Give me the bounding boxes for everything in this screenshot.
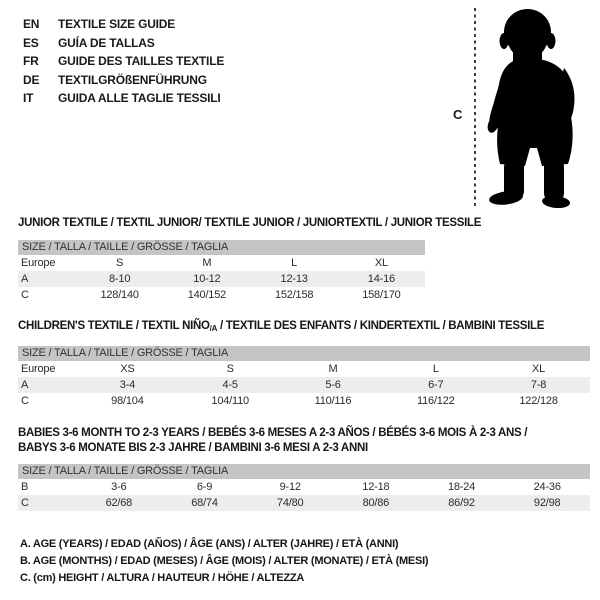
size-header-bar: SIZE / TALLA / TAILLE / GRÖSSE / TAGLIA — [18, 464, 590, 479]
children-size-table — [18, 346, 590, 409]
language-row — [23, 15, 224, 34]
note-age-months: B. AGE (MONTHS) / EDAD (MESES) / ÂGE (MOIS) / ALTER (MONATE) / ETÀ (MESI) — [20, 555, 429, 567]
babies-size-table — [18, 464, 590, 511]
children-heading-part1: CHILDREN'S TEXTILE / TEXTIL NIÑO — [18, 320, 210, 332]
size-value: 128/140 — [100, 289, 139, 301]
size-value: 68/74 — [191, 497, 218, 509]
region-label: Europe — [21, 257, 56, 269]
language-title: GUIDA ALLE TAGLIE TESSILI — [58, 91, 221, 106]
size-value: 5-6 — [325, 379, 341, 391]
junior-section-heading: JUNIOR TEXTILE / TEXTIL JUNIOR/ TEXTILE JUNIOR / JUNIORTEXTIL / JUNIOR TESSILE — [18, 217, 482, 229]
babies-section-heading-line2: BABYS 3-6 MONATE BIS 2-3 JAHRE / BAMBINI 3-6 MESI A 2-3 ANNI — [18, 442, 368, 454]
legend-notes — [20, 536, 428, 587]
size-value: 116/122 — [417, 395, 455, 407]
size-value: 24-36 — [533, 481, 561, 493]
babies-row-c — [18, 495, 590, 511]
size-value: 158/170 — [362, 289, 401, 301]
note-height: C. (cm) HEIGHT / ALTURA / HAUTEUR / HÖHE / ALTEZZA — [20, 572, 305, 584]
size-value: 110/116 — [314, 395, 352, 407]
size-value: 9-12 — [279, 481, 301, 493]
language-title: GUÍA DE TALLAS — [58, 35, 155, 50]
size-value: 7-8 — [530, 379, 547, 391]
size-value: 10-12 — [193, 273, 221, 285]
size-value: 8-10 — [109, 273, 131, 285]
col-header: S — [116, 257, 124, 269]
size-value: 98/104 — [111, 395, 144, 407]
size-value: 152/158 — [274, 289, 314, 301]
children-heading-subscript: /A — [209, 324, 218, 333]
size-value: 86/92 — [448, 497, 475, 509]
language-row — [23, 71, 224, 90]
size-header-bar: SIZE / TALLA / TAILLE / GRÖSSE / TAGLIA — [18, 240, 425, 255]
language-row — [23, 34, 224, 53]
col-header: M — [328, 363, 338, 375]
col-header: L — [291, 257, 298, 269]
language-title: GUIDE DES TAILLES TEXTILE — [58, 54, 225, 69]
size-value: 3-4 — [119, 379, 136, 391]
col-header: XS — [120, 363, 135, 375]
junior-size-table — [18, 240, 425, 303]
language-title: TEXTILGRÖßENFÜHRUNG — [58, 72, 207, 87]
language-code: FR — [23, 54, 39, 69]
children-heading-part2: / TEXTILE DES ENFANTS / KINDERTEXTIL / BAMBINI TESSILE — [217, 320, 545, 332]
row-label: A — [21, 379, 29, 391]
row-label: C — [21, 289, 29, 301]
row-label: A — [21, 273, 29, 285]
size-value: 140/152 — [187, 289, 227, 301]
language-row — [23, 89, 224, 108]
col-header: M — [202, 257, 212, 269]
note-age-years: A. AGE (YEARS) / EDAD (AÑOS) / ÂGE (ANS) / ALTER (JAHRE) / ETÀ (ANNI) — [20, 538, 399, 550]
size-value: 62/68 — [105, 497, 133, 509]
col-header: XL — [374, 257, 388, 269]
junior-columns-row — [18, 255, 425, 271]
size-value: 74/80 — [276, 497, 304, 509]
size-value: 3-6 — [111, 481, 127, 493]
row-label: B — [21, 481, 29, 493]
children-columns-row — [18, 361, 590, 377]
language-code: DE — [23, 72, 40, 87]
size-value: 18-24 — [447, 481, 476, 493]
size-value: 122/128 — [519, 395, 558, 407]
size-value: 92/98 — [533, 497, 561, 509]
junior-row-a — [18, 271, 425, 287]
baby-silhouette-icon — [480, 8, 592, 208]
babies-row-b — [18, 479, 590, 495]
region-label: Europe — [21, 363, 56, 375]
children-section-heading — [18, 320, 544, 333]
size-value: 6-7 — [428, 379, 444, 391]
size-value: 104/110 — [211, 395, 249, 407]
language-code: IT — [23, 91, 34, 106]
language-code: ES — [23, 35, 39, 50]
col-header: L — [432, 363, 439, 375]
height-measure-dotted-line — [474, 8, 476, 206]
col-header: XL — [532, 363, 546, 375]
language-title-list — [23, 15, 224, 108]
row-label: C — [21, 395, 29, 407]
size-value: 4-5 — [222, 379, 238, 391]
size-value: 6-9 — [196, 481, 213, 493]
row-label: C — [21, 497, 29, 509]
children-row-a — [18, 377, 590, 393]
language-title: TEXTILE SIZE GUIDE — [58, 17, 176, 31]
size-value: 14-16 — [367, 273, 395, 285]
size-header-bar: SIZE / TALLA / TAILLE / GRÖSSE / TAGLIA — [18, 346, 590, 361]
height-measure-label: C — [453, 107, 463, 122]
language-row — [23, 52, 224, 71]
junior-row-c — [18, 287, 425, 303]
language-code: EN — [23, 17, 40, 31]
col-header: S — [226, 363, 234, 375]
size-value: 12-18 — [362, 481, 390, 493]
children-row-c — [18, 393, 590, 409]
size-value: 80/86 — [362, 497, 390, 509]
babies-section-heading-line1: BABIES 3-6 MONTH TO 2-3 YEARS / BEBÉS 3-6 MESES A 2-3 AÑOS / BÉBÉS 3-6 MOIS À 2-3 ANS / — [18, 427, 528, 439]
size-value: 12-13 — [280, 273, 308, 285]
